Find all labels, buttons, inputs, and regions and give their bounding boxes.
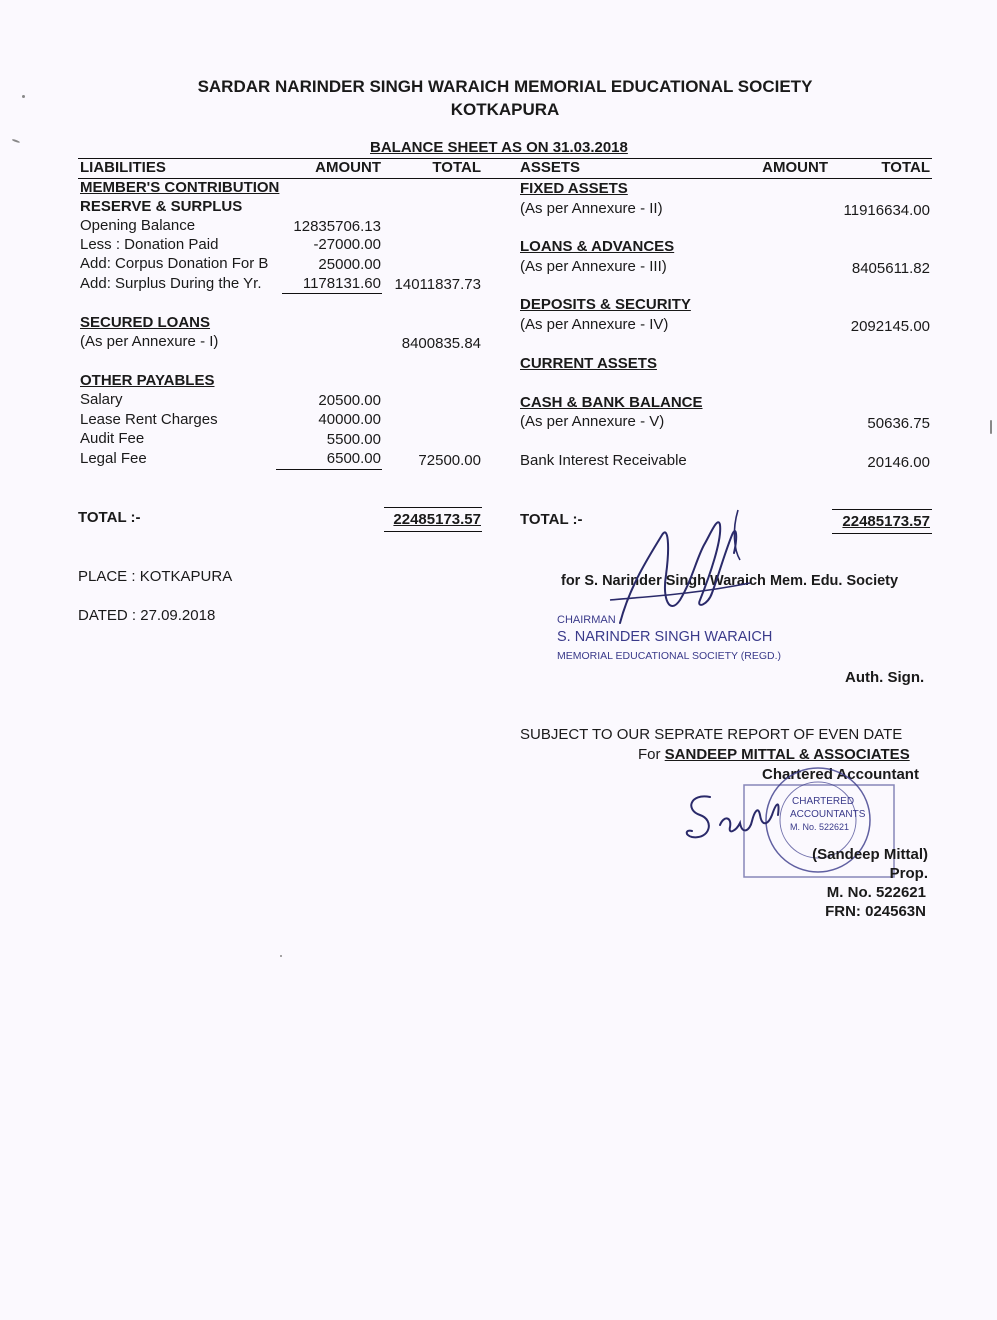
scan-speck: [990, 420, 992, 434]
cash-bank-heading: CASH & BANK BALANCE: [520, 394, 703, 411]
seal-text-accountants: ACCOUNTANTS: [790, 809, 866, 820]
loans-total: 8405611.82: [851, 260, 930, 277]
liabilities-grand-total: 22485173.57: [393, 511, 481, 528]
chairman-stamp-line2: S. NARINDER SINGH WARAICH: [557, 629, 773, 645]
auditor-frn: FRN: 024563N: [825, 903, 926, 920]
fixed-assets-heading: FIXED ASSETS: [520, 180, 628, 197]
society-location: KOTKAPURA: [450, 100, 560, 119]
fixed-annex: (As per Annexure - II): [520, 200, 663, 217]
lease-amount: 40000.00: [318, 411, 381, 428]
seal-text-chartered: CHARTERED: [792, 796, 855, 807]
donation-label: Less : Donation Paid: [80, 236, 219, 253]
audit-label: Audit Fee: [80, 430, 145, 447]
col-total-right: TOTAL: [881, 159, 930, 176]
scan-speck: [280, 955, 282, 957]
for-prefix: For: [638, 746, 665, 763]
legal-rule: [276, 469, 382, 470]
cash-total: 50636.75: [867, 415, 930, 432]
opening-balance-amount: 12835706.13: [293, 218, 381, 235]
sheet-title: BALANCE SHEET AS ON 31.03.2018: [370, 139, 628, 156]
interest-total: 20146.00: [867, 454, 930, 471]
members-contribution-heading: MEMBER'S CONTRIBUTION: [80, 179, 280, 196]
donation-amount: -27000.00: [313, 236, 381, 253]
liabilities-total-label: TOTAL :-: [78, 509, 141, 526]
chairman-stamp-line3: MEMORIAL EDUCATIONAL SOCIETY (REGD.): [557, 650, 782, 662]
other-payables-heading: OTHER PAYABLES: [80, 372, 215, 389]
auditor-mno: M. No. 522621: [826, 884, 926, 901]
surplus-rule: [282, 293, 382, 294]
col-liabilities: LIABILITIES: [80, 159, 166, 176]
cash-annex: (As per Annexure - V): [520, 413, 665, 430]
deposits-security-heading: DEPOSITS & SECURITY: [520, 296, 691, 313]
loans-annex: (As per Annexure - III): [520, 258, 667, 275]
society-sign-line: for S. Narinder Singh Waraich Mem. Edu. Society: [561, 573, 899, 589]
left-total-top-rule: [384, 507, 482, 508]
surplus-label: Add: Surplus During the Yr.: [80, 275, 262, 292]
assets-grand-total: 22485173.57: [842, 513, 930, 530]
left-total-bottom-rule: [384, 531, 482, 532]
chartered-accountant: Chartered Accountant: [762, 766, 919, 783]
for-firm-line: [638, 746, 910, 764]
auditor-signature: [680, 785, 800, 855]
legal-amount: 6500.00: [326, 450, 381, 467]
chairman-stamp-line1: CHAIRMAN: [557, 614, 616, 626]
salary-amount: 20500.00: [318, 392, 381, 409]
assets-total-label: TOTAL :-: [520, 511, 583, 528]
firm-name: SANDEEP MITTAL & ASSOCIATES: [664, 746, 910, 763]
col-assets: ASSETS: [520, 159, 581, 176]
secured-total: 8400835.84: [401, 335, 481, 352]
dated: DATED : 27.09.2018: [78, 607, 216, 624]
opening-balance-label: Opening Balance: [80, 217, 196, 234]
audit-amount: 5500.00: [326, 431, 381, 448]
right-total-bottom-rule: [832, 533, 932, 534]
interest-label: Bank Interest Receivable: [520, 452, 687, 469]
secured-loans-heading: SECURED LOANS: [80, 314, 211, 331]
society-title: SARDAR NARINDER SINGH WARAICH MEMORIAL EDUCATIONAL SOCIETY: [197, 77, 813, 96]
current-assets-heading: CURRENT ASSETS: [520, 355, 657, 372]
chairman-signature: [600, 505, 780, 635]
secured-annex: (As per Annexure - I): [80, 333, 219, 350]
loans-advances-heading: LOANS & ADVANCES: [520, 238, 675, 255]
fixed-total: 11916634.00: [843, 202, 930, 219]
legal-label: Legal Fee: [80, 450, 147, 467]
reserve-surplus-heading: RESERVE & SURPLUS: [80, 198, 243, 215]
place: PLACE : KOTKAPURA: [78, 568, 233, 585]
salary-label: Salary: [80, 391, 123, 408]
col-amount-right: AMOUNT: [762, 159, 828, 176]
auditor-name: (Sandeep Mittal): [812, 846, 928, 863]
auditor-prop: Prop.: [889, 865, 928, 882]
seal-text-mno: M. No. 522621: [790, 822, 850, 832]
right-total-top-rule: [832, 509, 932, 510]
col-amount-left: AMOUNT: [315, 159, 381, 176]
surplus-amount: 1178131.60: [302, 275, 381, 292]
deposits-annex: (As per Annexure - IV): [520, 316, 669, 333]
lease-label: Lease Rent Charges: [80, 411, 218, 428]
scan-speck: [12, 139, 20, 143]
subject-to-line: SUBJECT TO OUR SEPRATE REPORT OF EVEN DATE: [520, 726, 903, 743]
payables-total: 72500.00: [418, 452, 481, 469]
corpus-label: Add: Corpus Donation For B: [80, 255, 269, 272]
deposits-total: 2092145.00: [850, 318, 930, 335]
reserve-total: 14011837.73: [394, 276, 481, 293]
col-total-left: TOTAL: [432, 159, 481, 176]
corpus-amount: 25000.00: [318, 256, 381, 273]
auth-sign: Auth. Sign.: [845, 669, 925, 686]
